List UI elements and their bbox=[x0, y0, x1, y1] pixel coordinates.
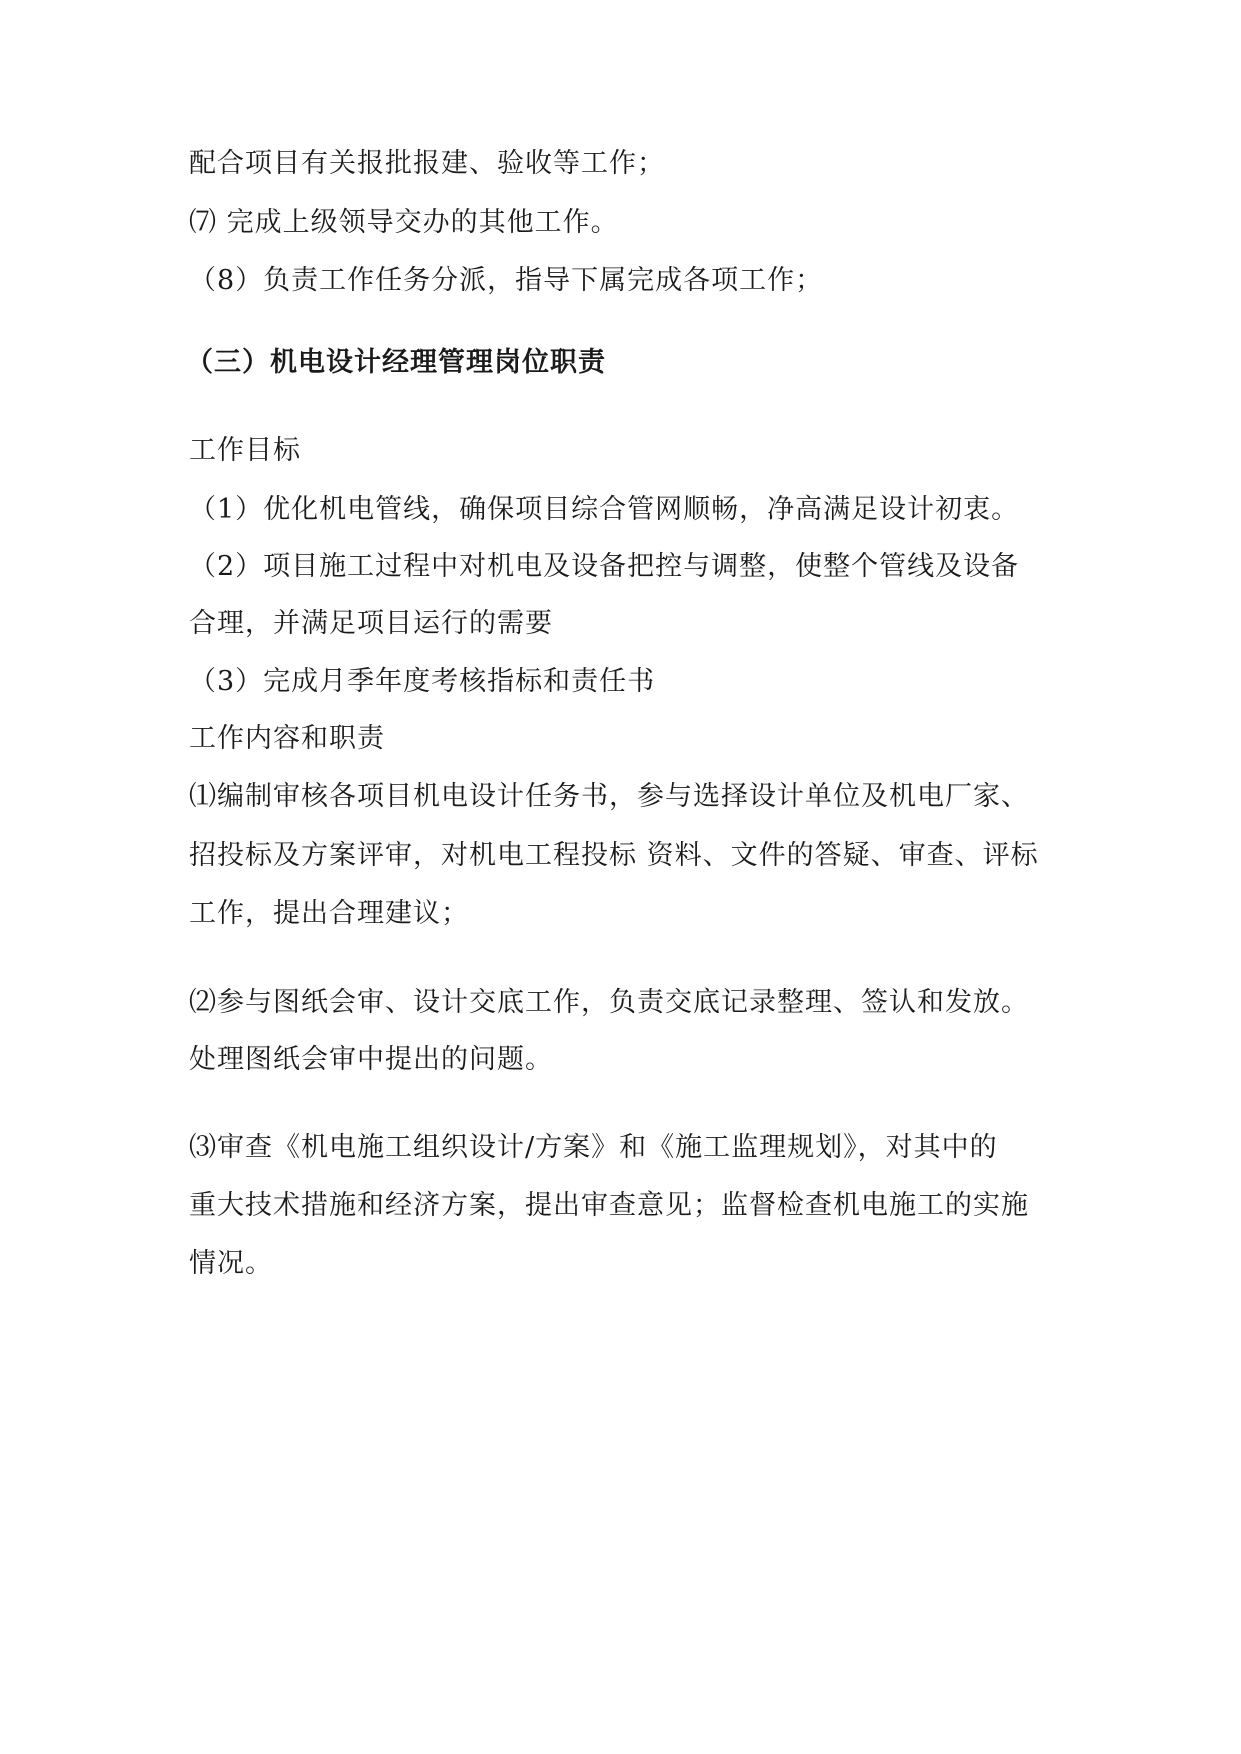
duty-item-1-cont: 招投标及方案评审，对机电工程投标 资料、文件的答疑、审查、评标 bbox=[189, 840, 1039, 871]
subheading-work-goals: 工作目标 bbox=[189, 435, 301, 466]
duty-item-1: ⑴编制审核各项目机电设计任务书，参与选择设计单位及机电厂家、 bbox=[189, 781, 1029, 812]
goal-item-1: （1）优化机电管线，确保项目综合管网顺畅，净高满足设计初衷。 bbox=[189, 494, 1020, 525]
list-item-8: （8）负责工作任务分派，指导下属完成各项工作； bbox=[189, 265, 824, 296]
paragraph-line: 配合项目有关报批报建、验收等工作； bbox=[189, 148, 665, 179]
duty-item-3: ⑶审查《机电施工组织设计/方案》和《施工监理规划》，对其中的 bbox=[189, 1132, 998, 1163]
list-item-7: ⑺ 完成上级领导交办的其他工作。 bbox=[189, 207, 619, 238]
duty-item-3-cont: 重大技术措施和经济方案，提出审查意见；监督检查机电施工的实施 bbox=[189, 1190, 1029, 1221]
goal-item-2-cont: 合理，并满足项目运行的需要 bbox=[189, 608, 553, 639]
goal-item-3: （3）完成月季年度考核指标和责任书 bbox=[189, 666, 656, 697]
duty-item-2-cont: 处理图纸会审中提出的问题。 bbox=[189, 1044, 553, 1075]
goal-item-2: （2）项目施工过程中对机电及设备把控与调整，使整个管线及设备 bbox=[189, 551, 1020, 582]
section-heading: （三）机电设计经理管理岗位职责 bbox=[186, 347, 606, 378]
duty-item-1-cont: 工作，提出合理建议； bbox=[189, 898, 469, 929]
duty-item-2: ⑵参与图纸会审、设计交底工作，负责交底记录整理、签认和发放。 bbox=[189, 987, 1029, 1018]
subheading-duties: 工作内容和职责 bbox=[189, 723, 385, 754]
duty-item-3-cont: 情况。 bbox=[189, 1248, 273, 1279]
